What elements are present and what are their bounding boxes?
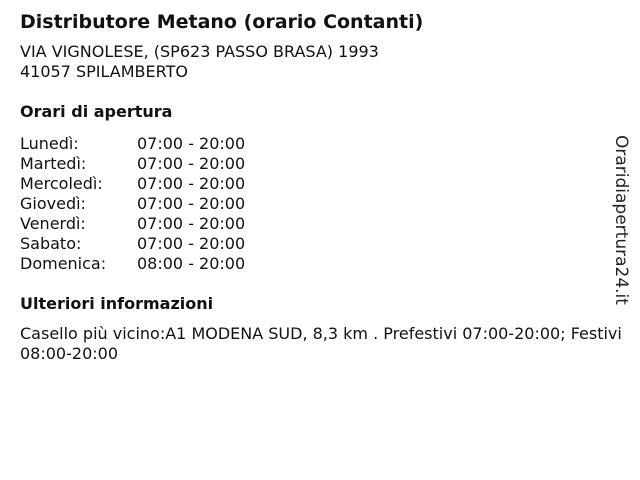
- site-watermark: Oraridiapertura24.it: [611, 135, 631, 305]
- more-info-heading: Ulteriori informazioni: [20, 294, 214, 313]
- day-label: Lunedì:: [20, 134, 79, 153]
- day-label: Martedì:: [20, 154, 87, 173]
- address-street: VIA VIGNOLESE, (SP623 PASSO BRASA) 1993: [20, 42, 379, 61]
- day-label: Sabato:: [20, 234, 82, 253]
- address: [20, 42, 620, 82]
- day-label: Mercoledì:: [20, 174, 103, 193]
- time-range: 07:00 - 20:00: [137, 214, 246, 233]
- hours-row-monday: [20, 134, 620, 154]
- time-range: 07:00 - 20:00: [137, 174, 246, 193]
- time-range: 07:00 - 20:00: [137, 134, 246, 153]
- time-range: 08:00 - 20:00: [137, 254, 246, 273]
- hours-row-saturday: [20, 234, 620, 254]
- hours-row-wednesday: [20, 174, 620, 194]
- time-range: 07:00 - 20:00: [137, 234, 246, 253]
- time-range: 07:00 - 20:00: [137, 194, 246, 213]
- more-info-text: Casello più vicino:A1 MODENA SUD, 8,3 km . Prefestivi 07:00-20:00; Festivi 08:00-20:00: [20, 324, 622, 363]
- day-label: Giovedì:: [20, 194, 86, 213]
- station-page: [20, 10, 620, 364]
- hours-row-friday: [20, 214, 620, 234]
- page-title: Distributore Metano (orario Contanti): [20, 11, 424, 33]
- address-city: 41057 SPILAMBERTO: [20, 62, 188, 81]
- hours-row-thursday: [20, 194, 620, 214]
- day-label: Domenica:: [20, 254, 107, 273]
- opening-hours-table: [20, 134, 620, 274]
- day-label: Venerdì:: [20, 214, 86, 233]
- time-range: 07:00 - 20:00: [137, 154, 246, 173]
- hours-row-tuesday: [20, 154, 620, 174]
- opening-hours-heading: Orari di apertura: [20, 102, 173, 121]
- hours-row-sunday: [20, 254, 620, 274]
